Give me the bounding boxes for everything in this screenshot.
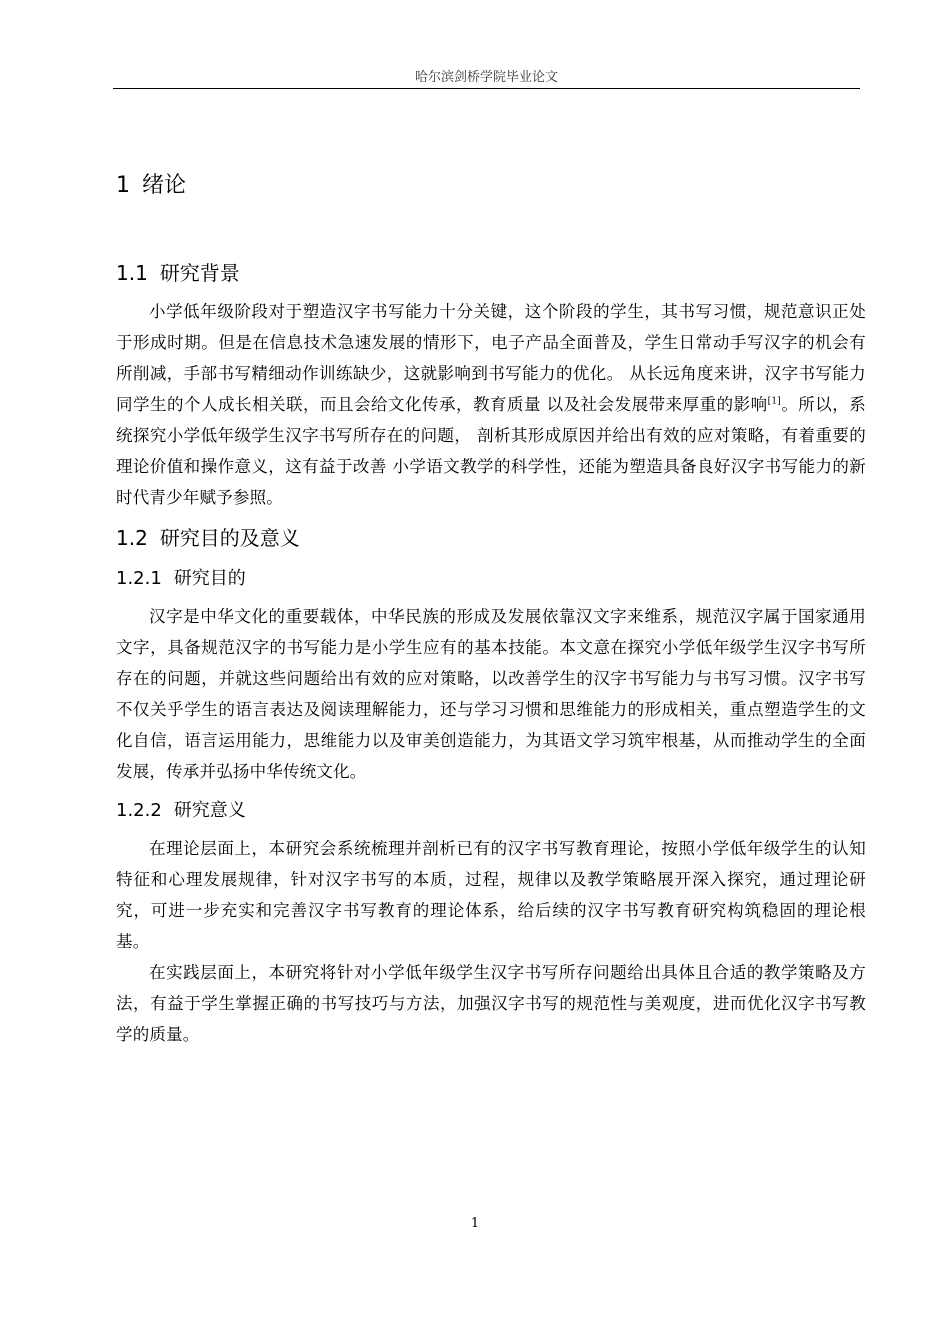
section-number: 1.2: [116, 526, 148, 550]
background-text-part1: 小学低年级阶段对于塑造汉字书写能力十分关键，这个阶段的学生，其书写习惯，规范意识正处于形成时期。但是在信息技术急速发展的情形下，电子产品全面普及，学生日常动手写汉字的机会有所削减，手部书写精细动作训练缺少，这就影响到书写能力的优化。 从长远角度来讲，汉字书写能力同学生的个人成长相关联，而且会给文化传承，教育质量 以及社会发展带来厚重的影响: [116, 302, 866, 414]
section-heading-1-1: [116, 258, 866, 288]
section-title: 研究背景: [159, 261, 240, 285]
section-title: 研究目的及意义: [159, 526, 300, 550]
background-paragraph: [116, 296, 866, 513]
subsection-heading-1-2-2: [116, 797, 866, 825]
subsection-number: 1.2.1: [116, 568, 162, 589]
page-header: 哈尔滨剑桥学院毕业论文: [414, 70, 558, 85]
citation-marker[interactable]: [1]: [767, 396, 782, 407]
section-number: 1.1: [116, 261, 148, 285]
significance-paragraph-theory: 在理论层面上，本研究会系统梳理并剖析已有的汉字书写教育理论，按照小学低年级学生的认知特征和心理发展规律，针对汉字书写的本质，过程，规律以及教学策略展开深入探究，通过理论研究，可进一步充实和完善汉字书写教育的理论体系，给后续的汉字书写教育研究构筑稳固的理论根基。: [116, 839, 866, 951]
subsection-title: 研究目的: [173, 568, 246, 589]
subsection-number: 1.2.2: [116, 800, 162, 821]
header-divider: [113, 88, 860, 89]
chapter-heading: [116, 170, 866, 202]
significance-paragraph-practice: 在实践层面上，本研究将针对小学低年级学生汉字书写所存问题给出具体且合适的教学策略及方法，有益于学生掌握正确的书写技巧与方法，加强汉字书写的规范性与美观度，进而优化汉字书写教学的质量。: [116, 963, 866, 1044]
subsection-heading-1-2-1: [116, 565, 866, 593]
chapter-number: 1: [116, 173, 130, 198]
subsection-title: 研究意义: [173, 800, 246, 821]
purpose-paragraph: 汉字是中华文化的重要载体，中华民族的形成及发展依靠汉文字来维系，规范汉字属于国家通用文字，具备规范汉字的书写能力是小学生应有的基本技能。本文意在探究小学低年级学生汉字书写所存在的问题，并就这些问题给出有效的应对策略，以改善学生的汉字书写能力与书写习惯。汉字书写不仅关乎学生的语言表达及阅读理解能力，还与学习习惯和思维能力的形成相关，重点塑造学生的文化自信，语言运用能力，思维能力以及审美创造能力，为其语文学习筑牢根基，从而推动学生的全面发展，传承并弘扬中华传统文化。: [116, 607, 866, 781]
page-content: [116, 170, 866, 1050]
section-heading-1-2: [116, 523, 866, 553]
chapter-title: 绪论: [142, 173, 187, 198]
background-text-part2: 。所以，系统探究小学低年级学生汉字书写所存在的问题， 剖析其形成原因并给出有效的应对策略，有着重要的理论价值和操作意义，这有益于改善 小学语文教学的科学性，还能为塑造具备良好汉字书写能力的新时代青少年赋予参照。: [116, 395, 867, 507]
page-number: 1: [470, 1216, 480, 1231]
